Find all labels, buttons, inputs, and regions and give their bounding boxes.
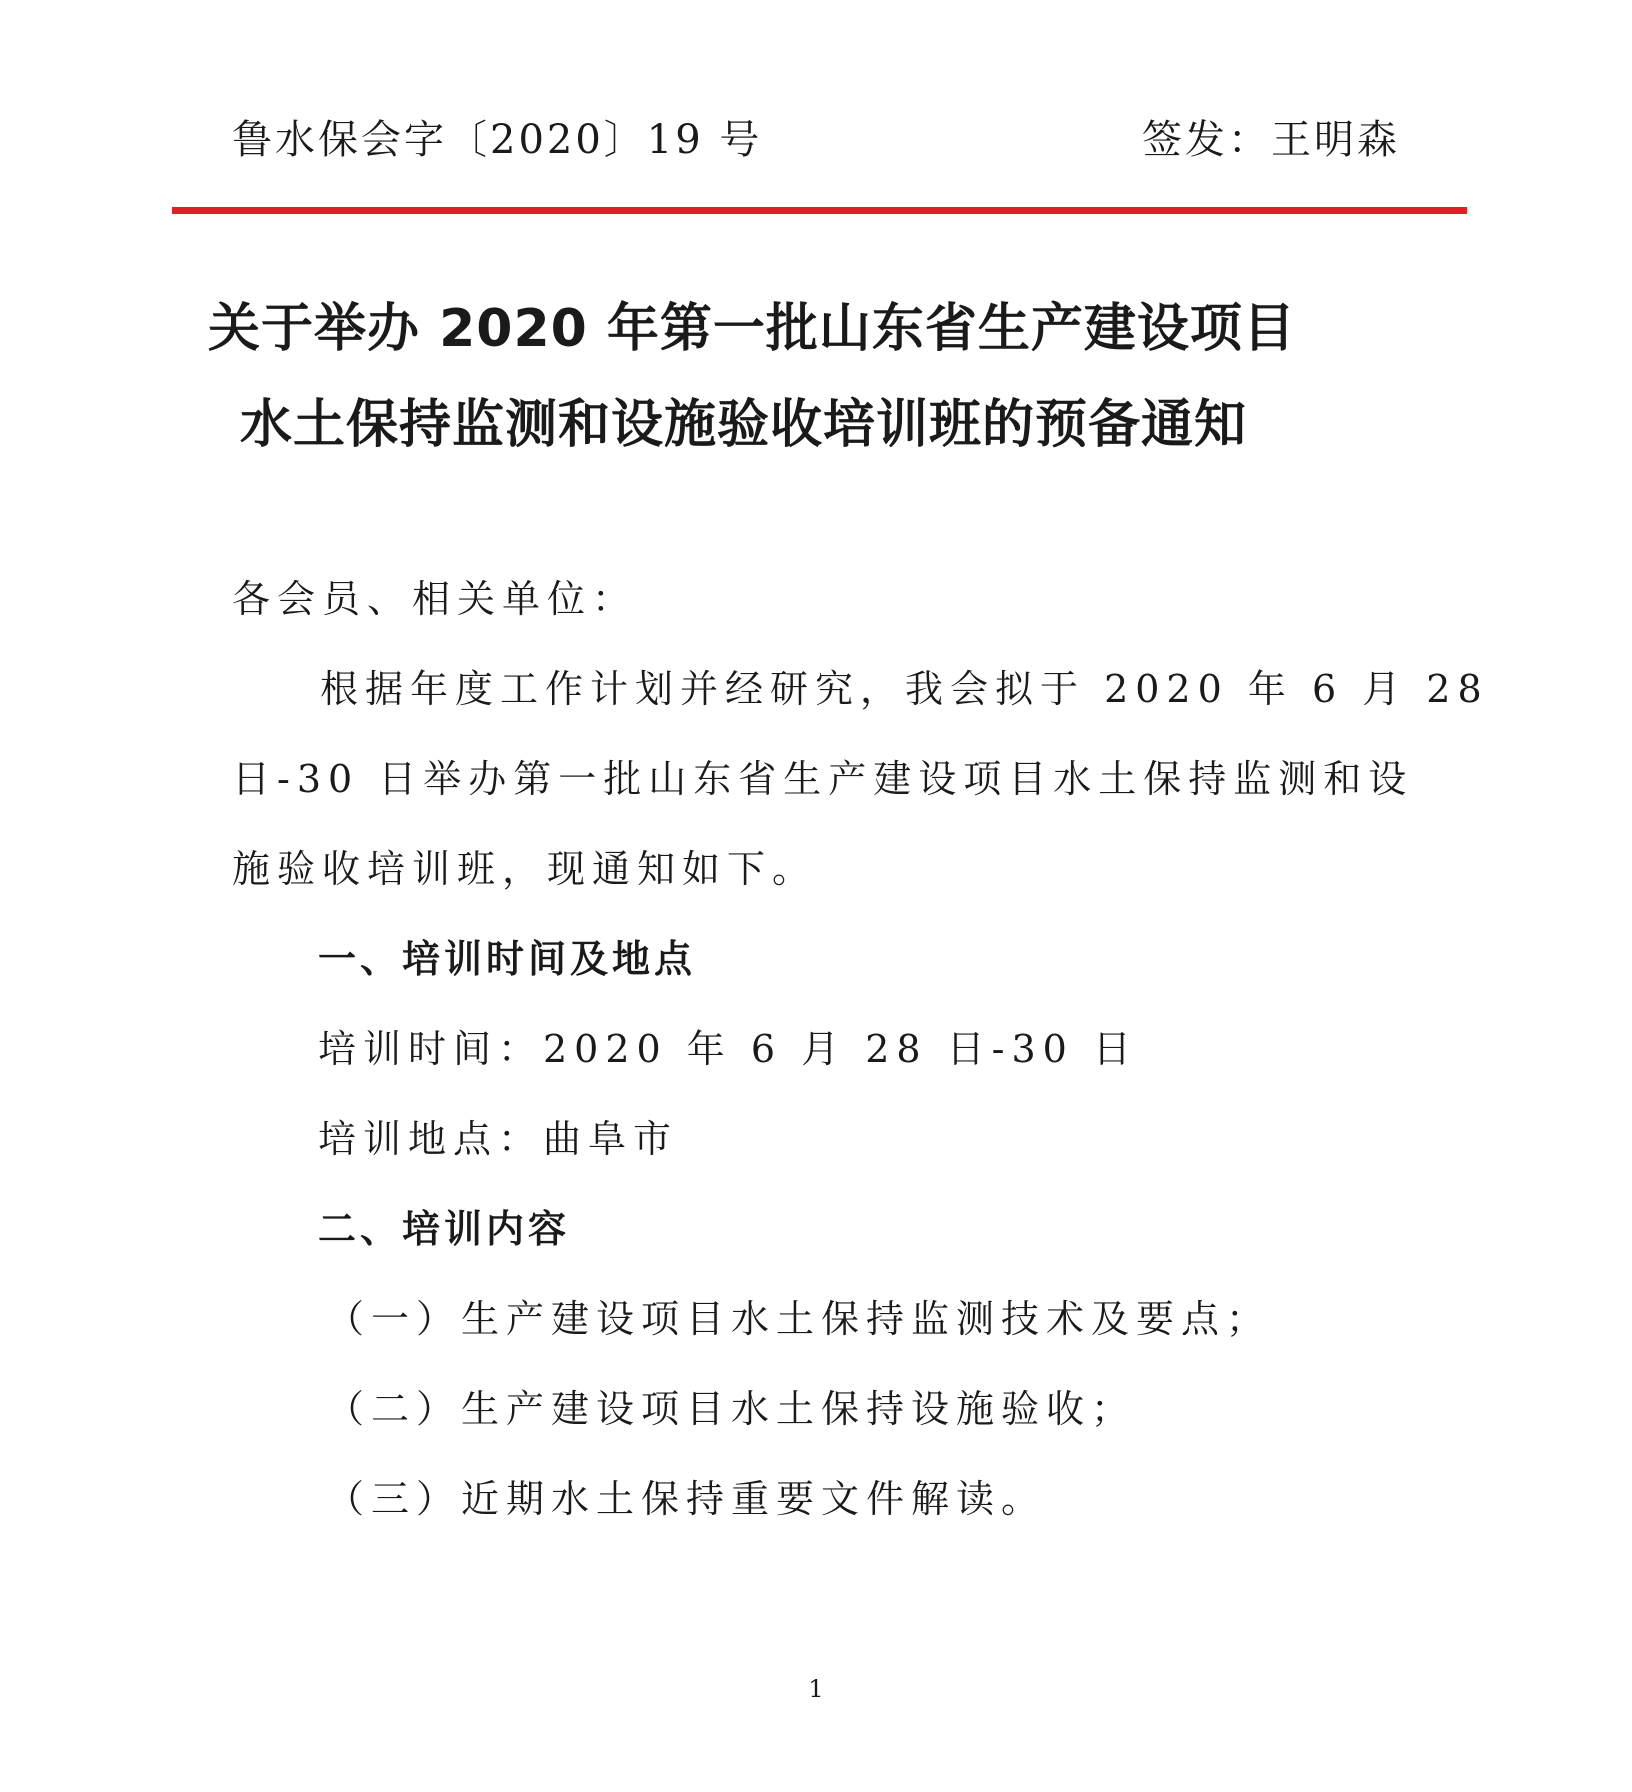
paragraph-line: 施验收培训班，现通知如下。 (232, 847, 818, 891)
paragraph-line: 根据年度工作计划并经研究，我会拟于 2020 年 6 月 28 (320, 667, 1489, 711)
content-item: （二）生产建设项目水土保持设施验收； (326, 1387, 1137, 1431)
salutation: 各会员、相关单位： (232, 577, 638, 621)
content-item: （一）生产建设项目水土保持监测技术及要点； (326, 1297, 1272, 1341)
content-item: （三）近期水土保持重要文件解读。 (326, 1477, 1047, 1521)
red-divider (172, 207, 1467, 214)
training-place: 培训地点：曲阜市 (318, 1117, 679, 1161)
document-number: 鲁水保会字〔2020〕19 号 (232, 117, 763, 163)
document-title-line-2: 水土保持监测和设施验收培训班的预备通知 (240, 395, 1248, 455)
section-heading-time-place: 一、培训时间及地点 (318, 937, 697, 981)
section-heading-content: 二、培训内容 (318, 1207, 571, 1251)
paragraph-line: 日-30 日举办第一批山东省生产建设项目水土保持监测和设 (232, 757, 1414, 801)
signer: 签发：王明森 (1142, 117, 1400, 163)
document-title-line-1: 关于举办 2020 年第一批山东省生产建设项目 (208, 299, 1296, 359)
training-time: 培训时间：2020 年 6 月 28 日-30 日 (318, 1027, 1138, 1071)
page-number: 1 (808, 1675, 824, 1703)
